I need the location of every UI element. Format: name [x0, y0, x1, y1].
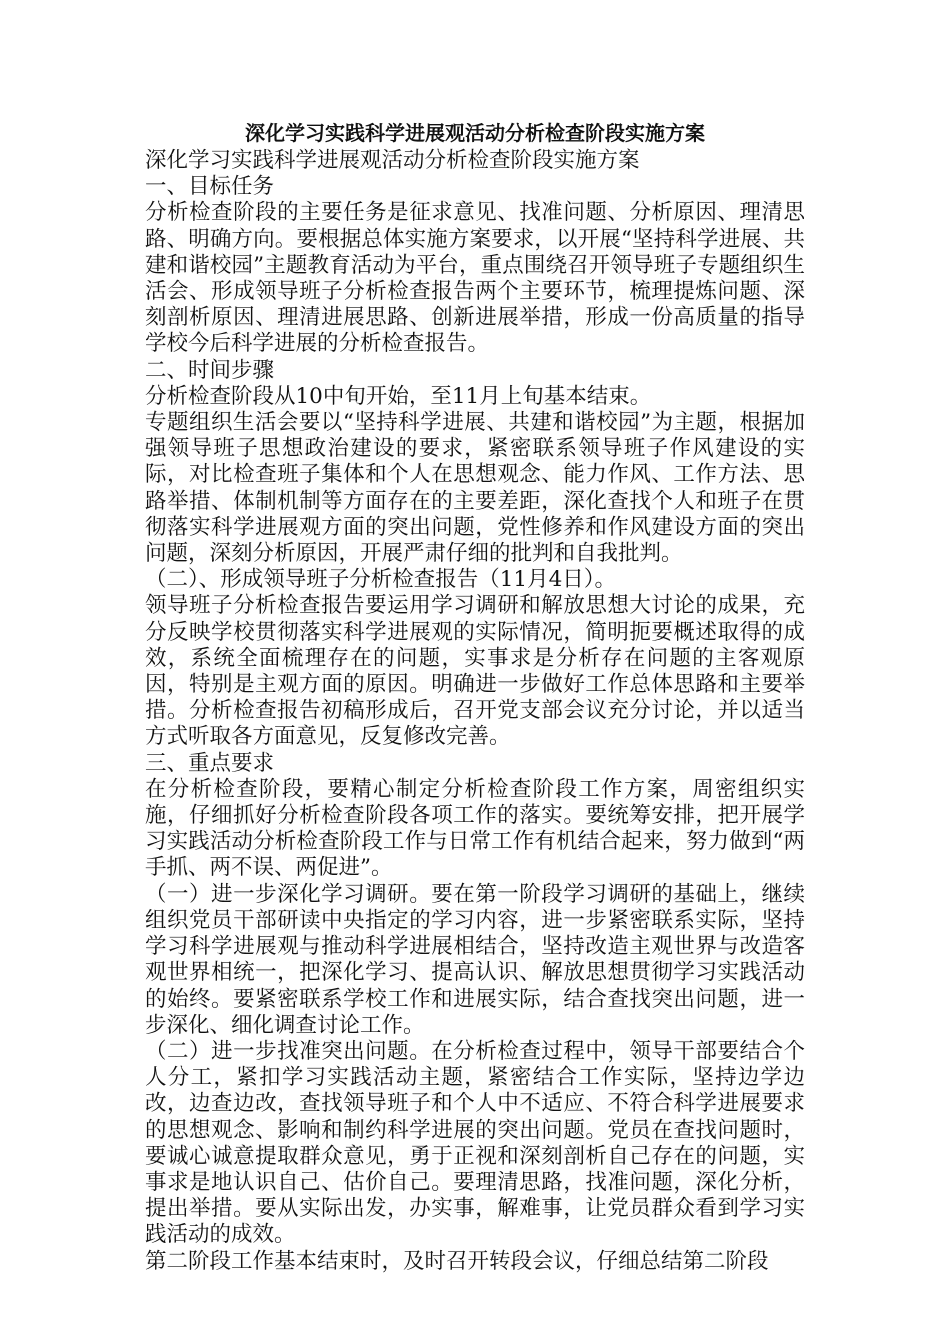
body-paragraph: 第二阶段工作基本结束时，及时召开转段会议，仔细总结第二阶段 [145, 1248, 769, 1274]
body-paragraph: （一）进一步深化学习调研。要在第一阶段学习调研的基础上，继续组织党员干部研读中央指定的学习内容，进一步紧密联系实际，坚持学习科学进展观与推动科学进展相结合，坚持改造主观世界与改造客观世界相统一，把深化学习、提高认识、解放思想贯彻学习实践活动的始终。要紧密联系学校工作和进展实际，结合查找突出问题，进一步深化、细化调查讨论工作。 [145, 881, 805, 1038]
body-paragraph: 领导班子分析检查报告要运用学习调研和解放思想大讨论的成果，充分反映学校贯彻落实科学进展观的实际情况，简明扼要概述取得的成效，系统全面梳理存在的问题，实事求是分析存在问题的主客观原因，特别是主观方面的原因。明确进一步做好工作总体思路和主要举措。分析检查报告初稿形成后，召开党支部会议充分讨论，并以适当方式听取各方面意见，反复修改完善。 [145, 593, 805, 750]
section-heading: 一、目标任务 [145, 174, 275, 200]
body-paragraph: 专题组织生活会要以“坚持科学进展、共建和谐校园”为主题，根据加强领导班子思想政治建设的要求，紧密联系领导班子作风建设的实际，对比检查班子集体和个人在思想观念、能力作风、工作方法、思路举措、体制机制等方面存在的主要差距，深化查找个人和班子在贯彻落实科学进展观方面的突出问题，党性修养和作风建设方面的突出问题，深刻分析原因，开展严肃仔细的批判和自我批判。 [145, 410, 805, 567]
body-paragraph: 在分析检查阶段，要精心制定分析检查阶段工作方案，周密组织实施，仔细抓好分析检查阶段各项工作的落实。要统筹安排，把开展学习实践活动分析检查阶段工作与日常工作有机结合起来，努力做到“两手抓、两不误、两促进”。 [145, 776, 805, 881]
body-paragraph: 分析检查阶段的主要任务是征求意见、找准问题、分析原因、理清思路、明确方向。要根据总体实施方案要求，以开展“坚持科学进展、共建和谐校园”主题教育活动为平台，重点围绕召开领导班子专题组织生活会、形成领导班子分析检查报告两个主要环节，梳理提炼问题、深刻剖析原因、理清进展思路、创新进展举措，形成一份高质量的指导学校今后科学进展的分析检查报告。 [145, 200, 805, 357]
document-page [145, 118, 805, 1275]
body-paragraph: 分析检查阶段从10中旬开始，至11月上旬基本结束。 [145, 383, 652, 409]
subtitle-line: 深化学习实践科学进展观活动分析检查阶段实施方案 [145, 148, 640, 173]
document-title: 深化学习实践科学进展观活动分析检查阶段实施方案 [245, 121, 705, 145]
document-body [145, 148, 805, 1275]
subsection-heading: （二）、形成领导班子分析检查报告（11月4日）。 [145, 567, 617, 593]
section-heading: 三、重点要求 [145, 750, 275, 776]
section-heading: 二、时间步骤 [145, 357, 275, 383]
body-paragraph: （二）进一步找准突出问题。在分析检查过程中，领导干部要结合个人分工，紧扣学习实践活动主题，紧密结合工作实际，坚持边学边改，边查边改，查找领导班子和个人中不适应、不符合科学进展要求的思想观念、影响和制约科学进展的突出问题。党员在查找问题时，要诚心诚意提取群众意见，勇于正视和深刻剖析自己存在的问题，实事求是地认识自己、估价自己。要理清思路，找准问题，深化分析，提出举措。要从实际出发，办实事，解难事，让党员群众看到学习实践活动的成效。 [145, 1038, 805, 1248]
